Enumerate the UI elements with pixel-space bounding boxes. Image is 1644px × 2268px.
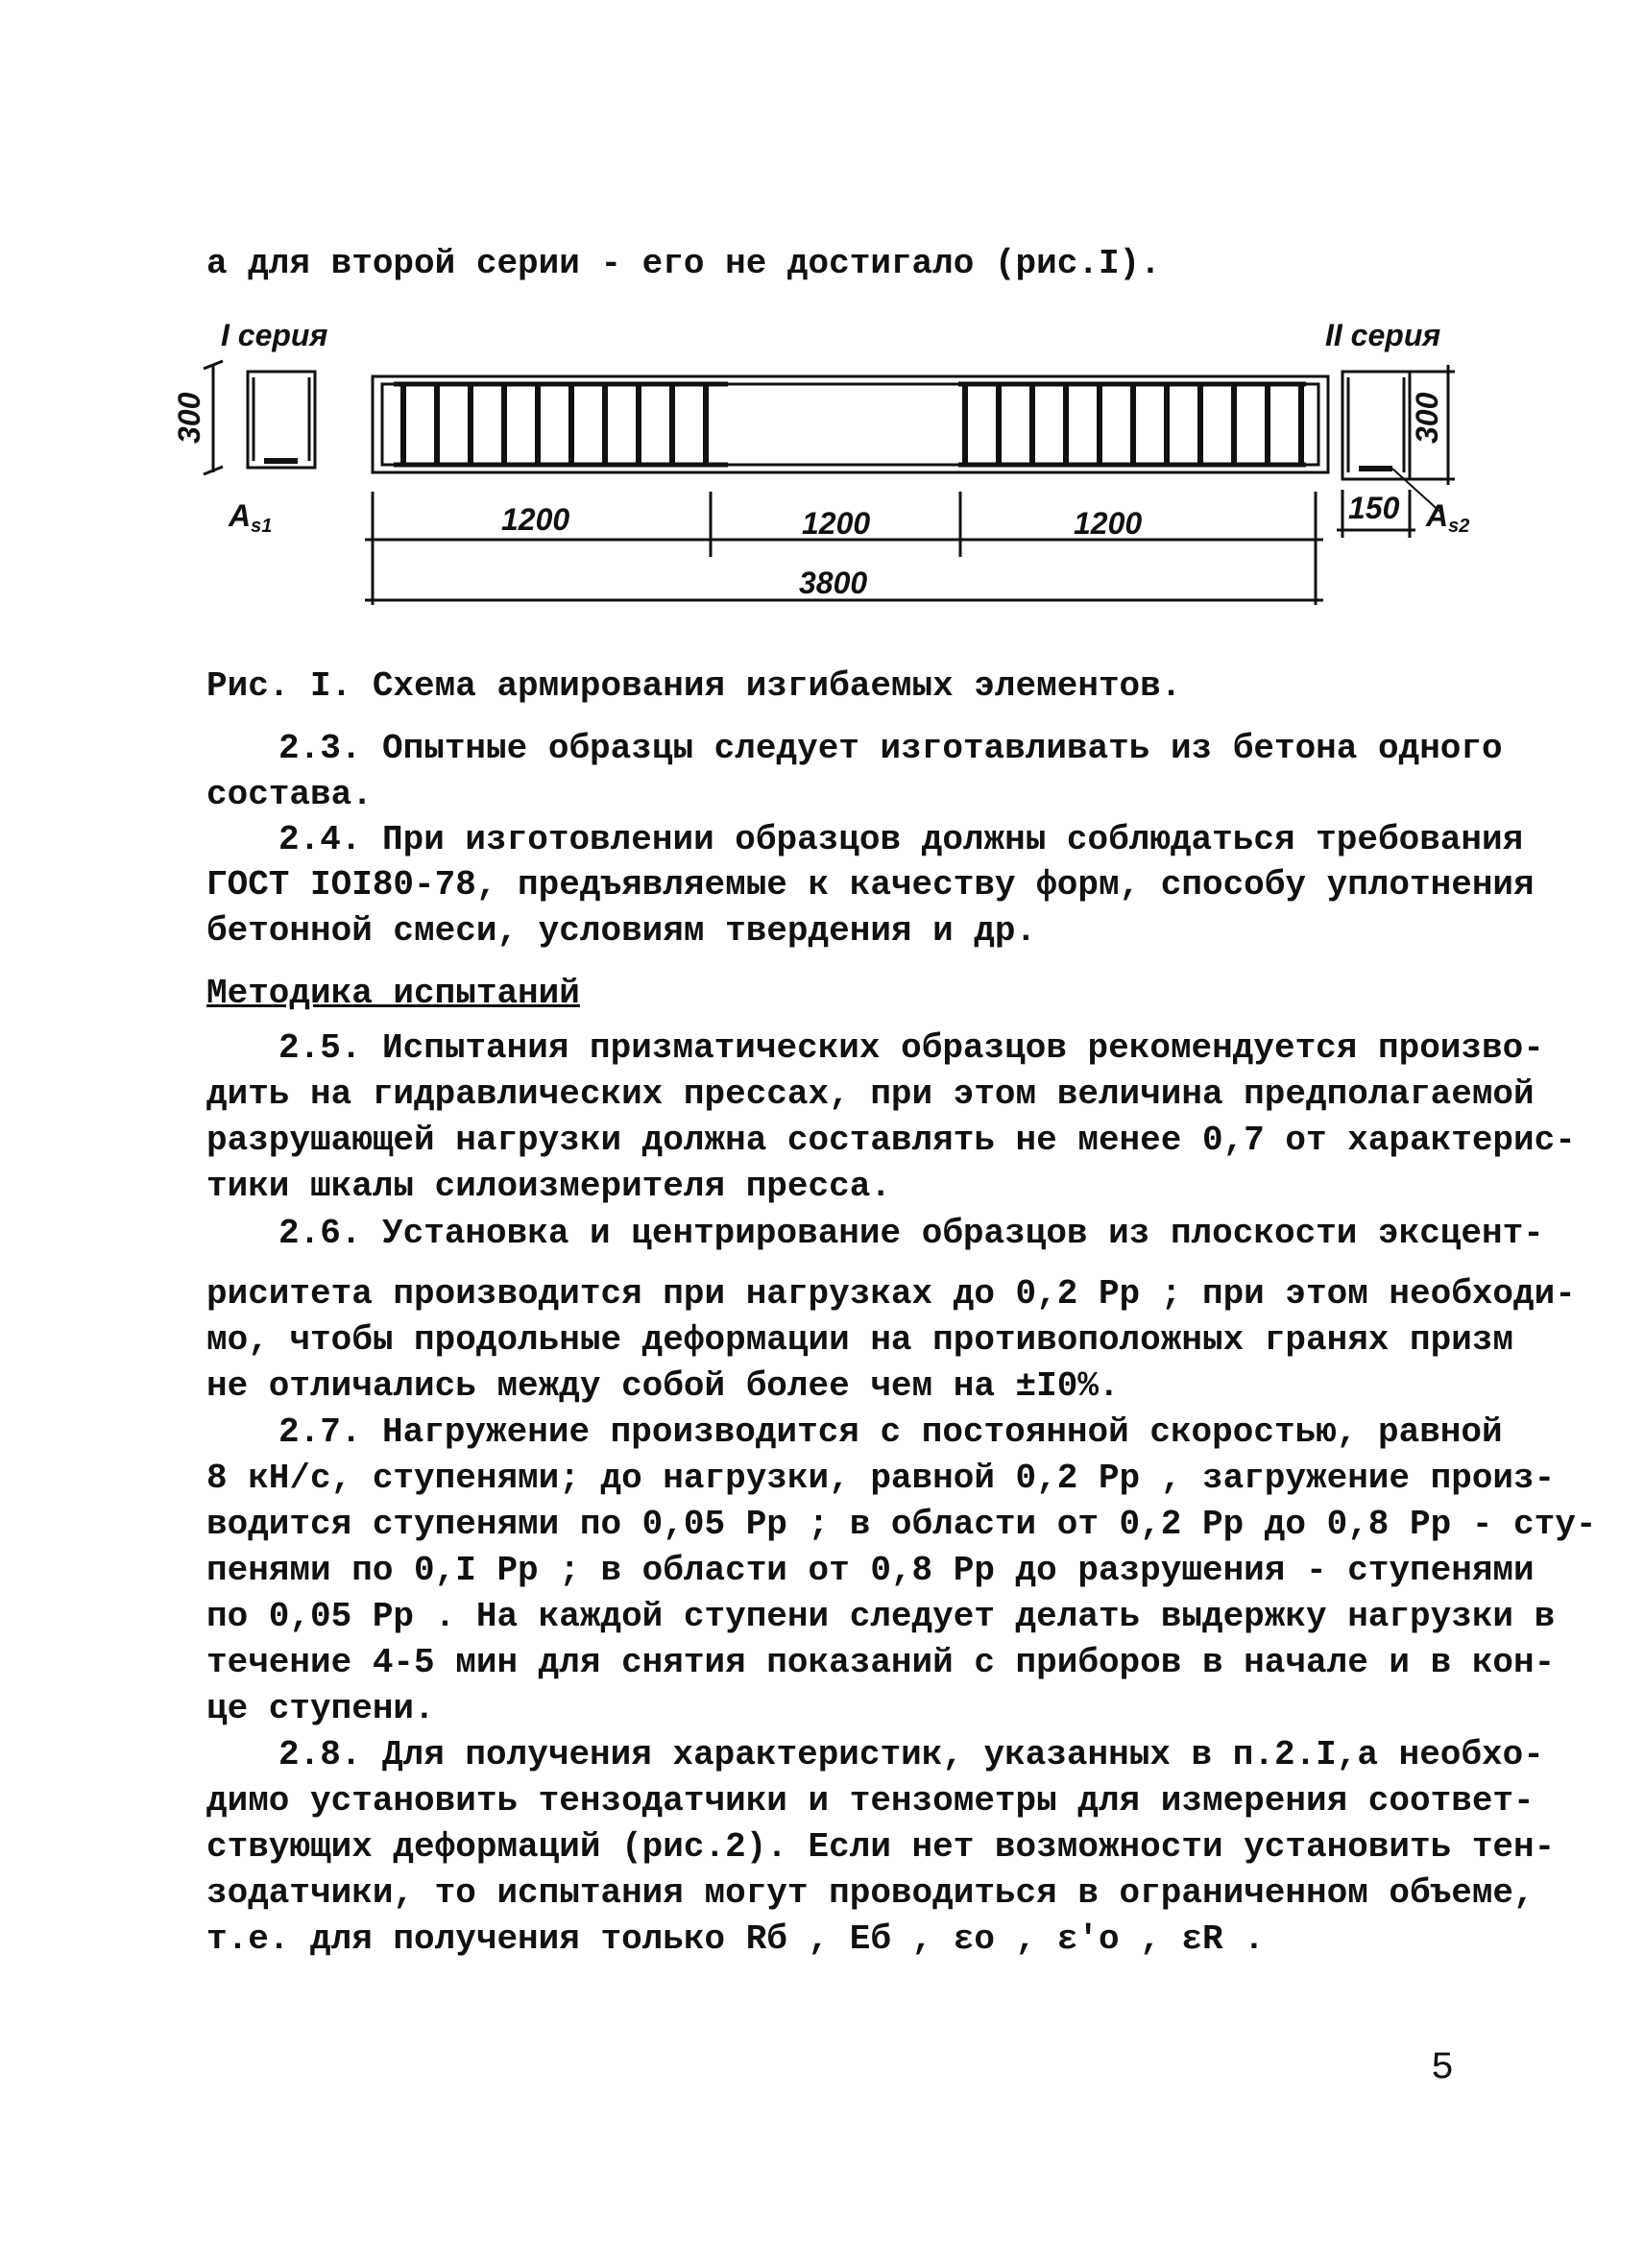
page-number: 5 <box>1431 2047 1455 2090</box>
p27-line-6: течение 4-5 мин для снятия показаний с приборов в начале и в кон- <box>206 1643 1556 1682</box>
section-heading: Методика испытаний <box>206 974 580 1013</box>
p25-line-2: дить на гидравлических прессах, при этом величина предполагаемой <box>206 1074 1535 1114</box>
p26-line-2: риситета производится при нагрузках до 0,2 Pp ; при этом необходи- <box>206 1274 1576 1314</box>
p24-line-1: 2.4. При изготовлении образцов должны соблюдаться требования <box>278 820 1524 859</box>
p24-line-3: бетонной смеси, условиям твердения и др. <box>206 911 1037 951</box>
section1-outline <box>248 372 315 468</box>
p27-line-7: це ступени. <box>206 1689 435 1728</box>
rebar1-label: As1 <box>229 498 273 537</box>
p28-line-1: 2.8. Для получения характеристик, указанных в п.2.I,а необхо- <box>278 1735 1544 1774</box>
p26-line-3: мо, чтобы продольные деформации на противоположных гранях призм <box>206 1320 1514 1360</box>
p26-line-1: 2.6. Установка и центрирование образцов из плоскости эксцент- <box>278 1214 1544 1253</box>
span3-label: 1200 <box>1074 506 1143 541</box>
figure-caption: Рис. I. Схема армирования изгибаемых элементов. <box>206 666 1182 706</box>
p27-line-1: 2.7. Нагружение производится с постоянной скоростью, равной <box>278 1412 1503 1452</box>
p26-line-4: не отличались между собой более чем на ±I0%. <box>206 1366 1120 1406</box>
p27-line-3: водится ступенями по 0,05 Pp ; в области от 0,2 Pp до 0,8 Pp - сту- <box>206 1505 1597 1544</box>
rebar2-label: As2 <box>1426 498 1470 537</box>
height2-label: 300 <box>1410 392 1444 444</box>
p23-line-1: 2.3. Опытные образцы следует изготавливать из бетона одного <box>278 729 1503 768</box>
series2-label: II серия <box>1325 318 1441 352</box>
p28-line-3: ствующих деформаций (рис.2). Если нет возможности установить тен- <box>206 1827 1556 1867</box>
p25-line-4: тики шкалы силоизмерителя пресса. <box>206 1167 891 1206</box>
p28-line-5: т.е. для получения только Rб , Eб , εo , ε'o , εR . <box>206 1919 1265 1959</box>
series1-label: I серия <box>221 318 328 352</box>
p27-line-2: 8 кН/с, ступенями; до нагрузки, равной 0,2 Pp , загружение произ- <box>206 1459 1556 1498</box>
total-label: 3800 <box>799 566 868 600</box>
p23-line-2: состава. <box>206 775 373 814</box>
span1-label: 1200 <box>501 502 570 537</box>
span2-label: 1200 <box>802 506 871 541</box>
intro-line: а для второй серии - его не достигало (рис.I). <box>206 244 1161 283</box>
p27-line-4: пенями по 0,I Pp ; в области от 0,8 Pp до разрушения - ступенями <box>206 1551 1535 1590</box>
p28-line-4: зодатчики, то испытания могут проводиться в ограниченном объеме, <box>206 1873 1535 1913</box>
p27-line-5: по 0,05 Pp . На каждой ступени следует делать выдержку нагрузки в <box>206 1597 1556 1636</box>
p28-line-2: димо установить тензодатчики и тензометры для измерения соответ- <box>206 1781 1535 1821</box>
p25-line-1: 2.5. Испытания призматических образцов рекомендуется произво- <box>278 1028 1544 1068</box>
width2-label: 150 <box>1348 491 1400 525</box>
p24-line-2: ГОСТ IOI80-78, предъявляемые к качеству форм, способу уплотнения <box>206 865 1535 905</box>
section2-outline <box>1342 372 1410 479</box>
beam-outline <box>373 376 1328 472</box>
height1-label: 300 <box>172 392 206 444</box>
p25-line-3: разрушающей нагрузки должна составлять не менее 0,7 от характерис- <box>206 1121 1576 1160</box>
